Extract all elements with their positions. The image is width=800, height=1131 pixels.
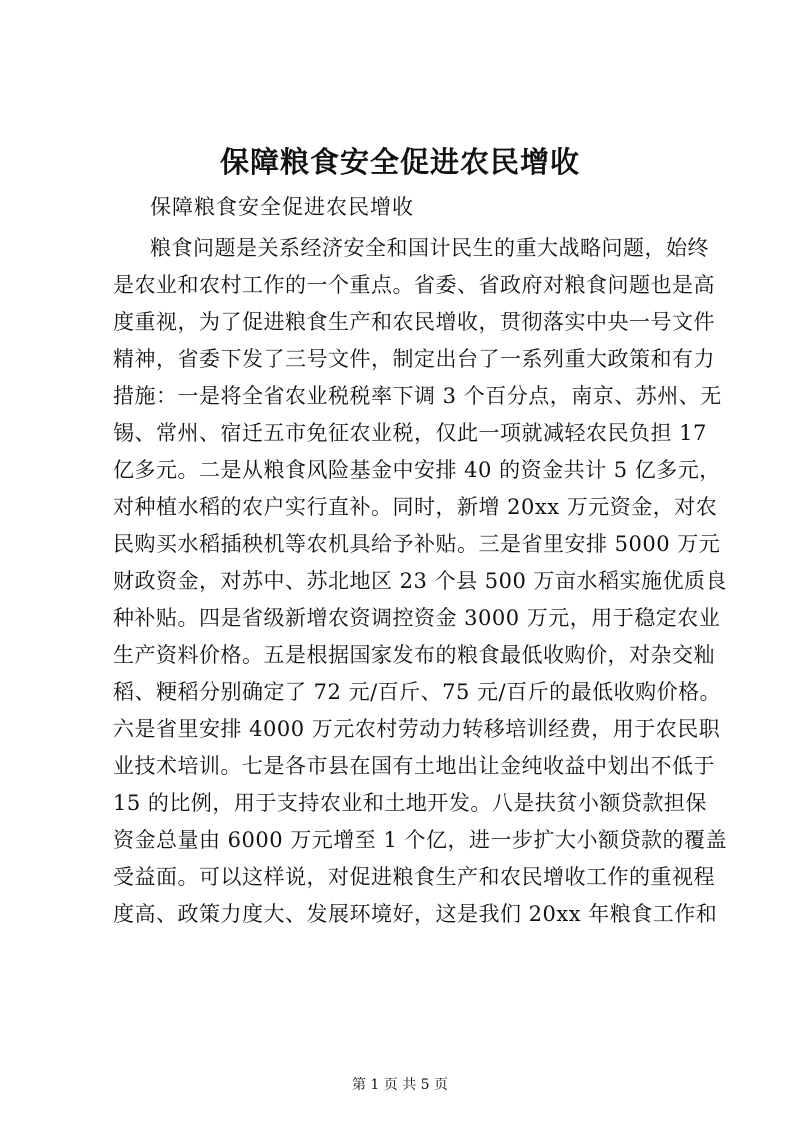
body-line: 稻、粳稻分别确定了 72 元/百斤、75 元/百斤的最低收购价格。 — [113, 680, 722, 704]
body-line: 民购买水稻插秧机等农机具给予补贴。三是省里安排 5000 万元 — [113, 532, 721, 556]
body-line: 是农业和农村工作的一个重点。省委、省政府对粮食问题也是高 — [113, 273, 715, 297]
body-line: 15 的比例，用于支持农业和土地开发。八是扶贫小额贷款担保 — [113, 791, 707, 815]
body-line: 度高、政策力度大、发展环境好，这是我们 20xx 年粮食工作和 — [113, 902, 718, 926]
document-subtitle: 保障粮食安全促进农民增收 — [150, 195, 414, 219]
body-line: 资金总量由 6000 万元增至 1 个亿，进一步扩大小额贷款的覆盖 — [113, 828, 728, 852]
body-line: 对种植水稻的农户实行直补。同时，新增 20xx 万元资金，对农 — [113, 495, 718, 519]
body-line: 生产资料价格。五是根据国家发布的粮食最低收购价，对杂交籼 — [113, 643, 715, 667]
body-line: 种补贴。四是省级新增农资调控资金 3000 万元，用于稳定农业 — [113, 606, 721, 630]
body-line: 六是省里安排 4000 万元农村劳动力转移培训经费，用于农民职 — [113, 717, 721, 741]
body-line: 精神，省委下发了三号文件，制定出台了一系列重大政策和有力 — [113, 347, 715, 371]
page-footer: 第 1 页 共 5 页 — [351, 1077, 449, 1093]
body-line: 受益面。可以这样说，对促进粮食生产和农民增收工作的重视程 — [113, 865, 715, 889]
body-line: 措施：一是将全省农业税税率下调 3 个百分点，南京、苏州、无 — [113, 384, 722, 408]
body-line: 锡、常州、宿迁五市免征农业税，仅此一项就减轻农民负担 17 — [113, 421, 707, 445]
body-line: 财政资金，对苏中、苏北地区 23 个县 500 万亩水稻实施优质良 — [113, 569, 728, 593]
body-line: 度重视，为了促进粮食生产和农民增收，贯彻落实中央一号文件 — [113, 310, 715, 334]
body-line: 业技术培训。七是各市县在国有土地出让金纯收益中划出不低于 — [113, 754, 715, 778]
body-line: 亿多元。二是从粮食风险基金中安排 40 的资金共计 5 亿多元， — [113, 458, 721, 482]
document-title: 保障粮食安全促进农民增收 — [219, 145, 580, 179]
body-line: 粮食问题是关系经济安全和国计民生的重大战略问题，始终 — [150, 236, 709, 260]
